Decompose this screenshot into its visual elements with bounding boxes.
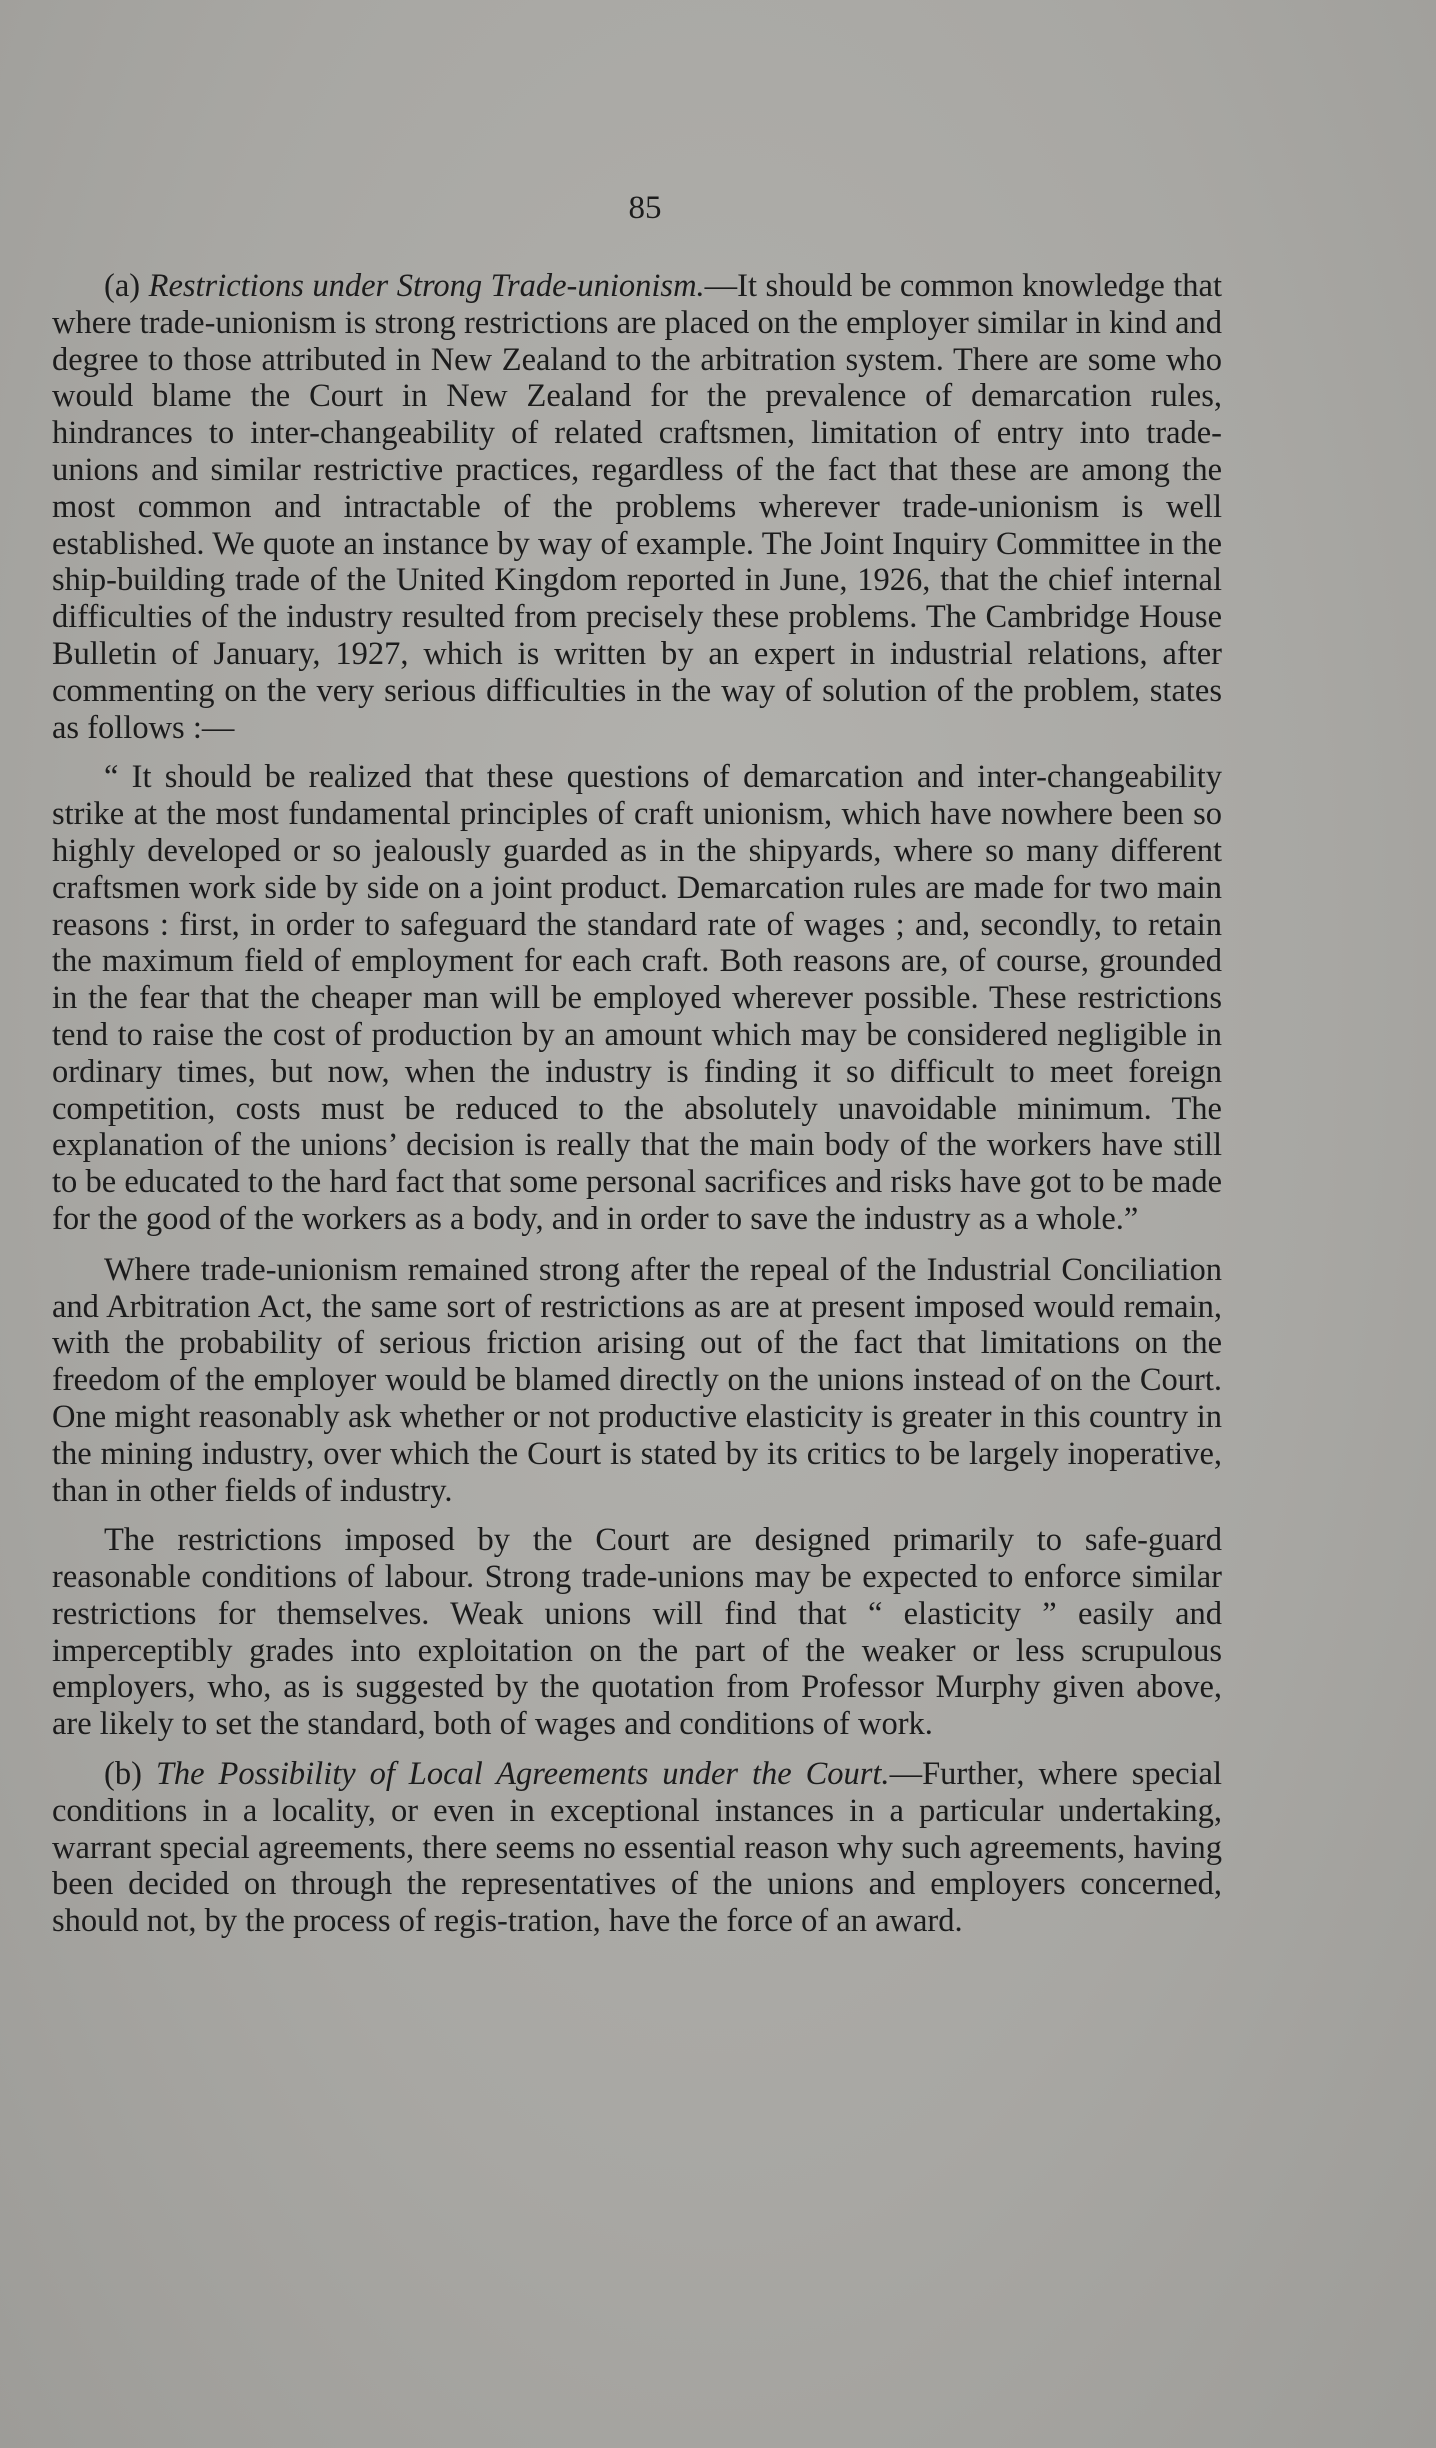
paragraph-court-restrictions [52,1522,1222,1743]
section-heading-a: Restrictions under Strong Trade-unionism. [148,268,705,304]
paragraph-text: The restrictions imposed by the Court are designed primarily to safe-guard reasonable conditions of labour. Strong trade-unions may be expected to enforce similar restrictions for themselves. Weak unions will find that “ elasticity ” easily and imperceptibly grades into exploitation on the part of the weaker or less scrupulous employers, who, as is suggested by the quotation from Professor Murphy given above, are likely to set the standard, both of wages and conditions of work. [52,1522,1222,1743]
paragraph-restrictions [52,268,1222,746]
section-label-a: (a) [104,268,141,304]
paragraph-text: —Further, where special conditions in a locality, or even in exceptional instances in a particular undertaking, warrant special agreements, there seems no essential reason why such agreements, having been decided on through the representatives of the unions and employers concerned, should not, by the process of regis-tration, have the force of an award. [52,1756,1222,1940]
page-number: 85 [628,190,662,226]
paragraph-quotation [52,759,1222,1237]
paragraph-local-agreements [52,1756,1222,1940]
paragraph-repeal [52,1252,1222,1510]
section-heading-b: The Possibility of Local Agreements under the Court. [155,1756,890,1793]
paragraph-text: —It should be common knowledge that where trade-unionism is strong restrictions are placed on the employer similar in kind and degree to those attributed in New Zealand to the arbitration system. There are some who would blame the Court in New Zealand for the prevalence of demarcation rules, hindrances to inter-changeability of related craftsmen, limitation of entry into trade-unions and similar restrictive practices, regardless of the fact that these are among the most common and intractable of the problems wherever trade-unionism is well established. We quote an instance by way of example. The Joint Inquiry Committee in the ship-building trade of the United Kingdom reported in June, 1926, that the chief internal difficulties of the industry resulted from precisely these problems. The Cambridge House Bulletin of January, 1927, which is written by an expert in industrial relations, after commenting on the very serious difficulties in the way of solution of the problem, states as follows :— [52,268,1222,746]
paragraph-text: Where trade-unionism remained strong after the repeal of the Industrial Conciliation and Arbitration Act, the same sort of restrictions as are at present imposed would remain, with the probability of serious friction arising out of the fact that limitations on the freedom of the employer would be blamed directly on the unions instead of on the Court. One might reasonably ask whether or not productive elasticity is greater in this country in the mining industry, over which the Court is stated by its critics to be largely inoperative, than in other fields of industry. [52,1251,1222,1509]
quotation-text: “ It should be realized that these questions of demarcation and inter-changeability strike at the most fundamental principles of craft unionism, which have nowhere been so highly developed or so jealously guarded as in the shipyards, where so many different craftsmen work side by side on a joint product. Demarcation rules are made for two main reasons : first, in order to safeguard the standard rate of wages ; and, secondly, to retain the maximum field of employment for each craft. Both reasons are, of course, grounded in the fear that the cheaper man will be employed wherever possible. These restrictions tend to raise the cost of production by an amount which may be considered negligible in ordinary times, but now, when the industry is finding it so difficult to meet foreign competition, costs must be reduced to the absolutely unavoidable minimum. The explanation of the unions’ decision is really that the main body of the workers have still to be educated to the hard fact that some personal sacrifices and risks have got to be made for the good of the workers as a body, and in order to save the industry as a whole.” [52,759,1222,1237]
document-body [52,268,1222,1953]
section-label-b: (b) [104,1756,142,1793]
